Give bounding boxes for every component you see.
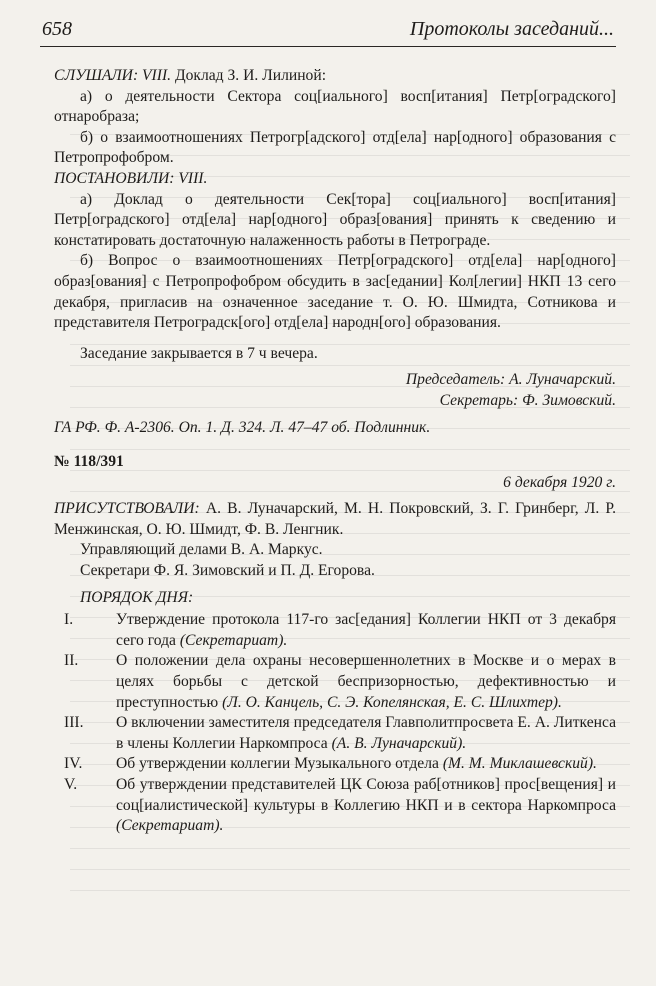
agenda-item xyxy=(54,754,616,775)
agenda-item-title: Утверждение протокола 117-го зас[едания] Коллегии НКП от 3 декабря сего года xyxy=(116,611,616,649)
heard-item-b: б) о взаимоотношениях Петрогр[адского] отд[ела] нар[одного] образования с Петропрофобром. xyxy=(54,128,616,167)
agenda-item-text xyxy=(116,713,616,754)
agenda-item-speaker: (М. М. Миклашевский). xyxy=(442,755,597,773)
heard-paragraph xyxy=(54,66,616,87)
agenda-item-text xyxy=(116,610,616,651)
agenda-item-text xyxy=(116,754,616,775)
closing-note: Заседание закрывается в 7 ч вечера. xyxy=(80,344,318,362)
present-names: А. В. Луначарский, М. Н. Покровский, З. Г. Гринберг, Л. Р. Менжинская, О. Ю. Шмидт, Ф. В. Ленгник. xyxy=(54,500,617,538)
agenda-item-number: IV. xyxy=(64,755,83,773)
agenda-item xyxy=(54,651,616,713)
running-title: Протоколы заседаний... xyxy=(409,18,614,40)
agenda-item-speaker: (А. В. Луначарский). xyxy=(331,734,467,752)
agenda-item-title: О включении заместителя председателя Главполитпросвета Е. А. Литкенса в члены Коллегии Наркомпроса xyxy=(116,714,616,752)
agenda-item-speaker: (Л. О. Канцель, С. Э. Копелянская, Е. С. Шлихтер). xyxy=(222,693,562,711)
agenda-item-title: Об утверждении коллегии Музыкального отдела xyxy=(116,755,439,773)
heard-text: Доклад З. И. Лилиной: xyxy=(174,67,327,84)
agenda-item xyxy=(54,610,616,651)
protocol-date: 6 декабря 1920 г. xyxy=(503,473,616,491)
agenda-item-text xyxy=(116,651,616,713)
chairman-signature: Председатель: А. Луначарский. xyxy=(405,371,616,389)
agenda-item-number: II. xyxy=(64,652,79,670)
resolved-item-b: б) Вопрос о взаимоотношениях Петр[оградского] отд[ела] нар[одного] образ[ования] с Петропрофобром обсудить в зас[едании] Кол[легии] НКП 13 сего декабря, пригласив на означенное заседание т. О. Ю. Шмидта, Сотникова и представителя Петроградск[ого] отд[ела] народн[ого] образования. xyxy=(54,252,616,332)
agenda-item-text xyxy=(116,775,616,837)
heard-label: СЛУШАЛИ: VIII. xyxy=(54,67,172,84)
agenda-item-number: V. xyxy=(64,776,78,793)
agenda-item-number: III. xyxy=(64,714,84,732)
resolved-item-a: а) Доклад о деятельности Сек[тора] соц[иального] восп[итания] Петр[оградского] отд[ела] нар[одного] образ[ования] принять к сведению и констатировать достаточную налаженность работы в Петрограде. xyxy=(54,190,616,249)
agenda-item-title: О положении дела охраны несовершеннолетних в Москве и о мерах в целях борьбы с детской беспризорностью, дефективностью и преступностью xyxy=(116,652,616,711)
agenda-item-speaker: (Секретариат). xyxy=(116,817,224,835)
agenda-label: ПОРЯДОК ДНЯ: xyxy=(80,588,194,606)
protocol-number: № 118/391 xyxy=(54,453,124,471)
agenda-item xyxy=(54,775,616,837)
agenda-list xyxy=(54,610,616,837)
agenda-item-title: Об утверждении представителей ЦК Союза раб[отников] прос[вещения] и соц[иалистической] культуры в Коллегию НКП и в сектора Наркомпроса xyxy=(116,776,616,814)
agenda-item-number: I. xyxy=(64,611,74,629)
secretary-signature: Секретарь: Ф. Зимовский. xyxy=(439,391,616,409)
present-paragraph xyxy=(54,499,616,540)
page-header xyxy=(40,14,616,47)
present-label: ПРИСУТСТВОВАЛИ: xyxy=(54,500,200,518)
archive-reference: ГА РФ. Ф. А-2306. Оп. 1. Д. 324. Л. 47–47 об. Подлинник. xyxy=(54,418,431,436)
page-number: 658 xyxy=(42,18,72,40)
agenda-item xyxy=(54,713,616,754)
heard-item-a: а) о деятельности Сектора соц[иального] восп[итания] Петр[оградского] отнаробраза; xyxy=(54,87,616,126)
resolved-label: ПОСТАНОВИЛИ: VIII. xyxy=(54,169,208,187)
secretaries: Секретари Ф. Я. Зимовский и П. Д. Егорова. xyxy=(80,562,375,580)
page-content xyxy=(54,66,616,837)
agenda-item-speaker: (Секретариат). xyxy=(179,631,288,649)
business-manager: Управляющий делами В. А. Маркус. xyxy=(80,541,323,559)
